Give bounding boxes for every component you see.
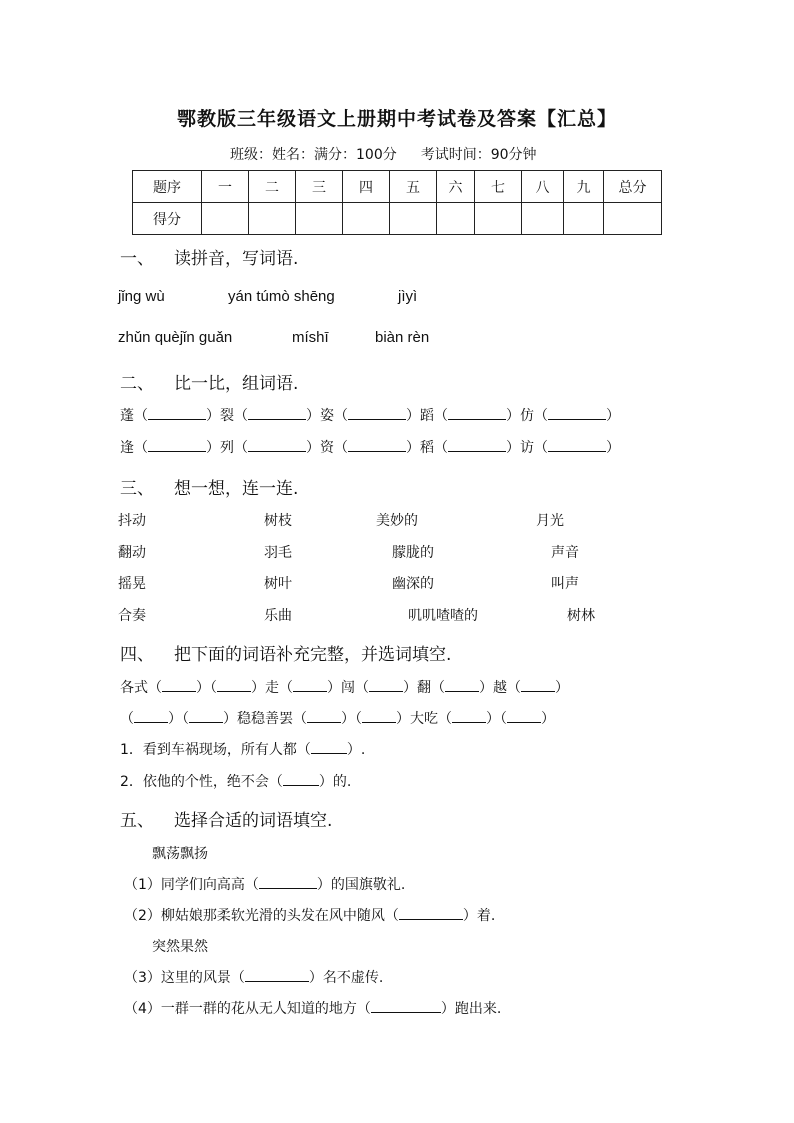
- paren: ）: [406, 440, 420, 456]
- paren: （: [534, 408, 548, 424]
- match-item[interactable]: 翻动: [118, 545, 146, 561]
- page-title: 鄂教版三年级语文上册期中考试卷及答案【汇总】: [176, 108, 617, 130]
- score-cell[interactable]: [390, 203, 437, 235]
- fill-question-3: [124, 967, 383, 987]
- blank[interactable]: [217, 678, 251, 692]
- score-table-header-cell: 二: [249, 171, 296, 203]
- paren: （: [355, 680, 369, 696]
- paren: （: [120, 711, 134, 727]
- paren: ）: [306, 408, 320, 424]
- match-item[interactable]: 合奏: [118, 608, 146, 624]
- blank[interactable]: [507, 709, 541, 723]
- paren: ）: [306, 440, 320, 456]
- score-table-header-cell: 七: [475, 171, 522, 203]
- blank[interactable]: [448, 438, 506, 452]
- idiom-part: 稳稳善罢: [237, 711, 293, 727]
- blank[interactable]: [148, 406, 206, 420]
- match-item[interactable]: 摇晃: [118, 576, 146, 592]
- match-item[interactable]: 树枝: [264, 513, 292, 529]
- blank[interactable]: [348, 406, 406, 420]
- question-text: （1）同学们向高高（: [124, 877, 259, 893]
- question-text: （4）一群一群的花从无人知道的地方（: [124, 1001, 371, 1017]
- compare-char: 姿: [320, 408, 334, 424]
- section-2-heading: [120, 369, 298, 394]
- blank[interactable]: [548, 406, 606, 420]
- paren: （: [431, 680, 445, 696]
- question-text: ）跑出来.: [440, 1001, 502, 1017]
- question-text: ）的国旗敬礼.: [316, 877, 406, 893]
- word-choice-group-1: 飘荡飘扬: [152, 846, 208, 862]
- idiom-line-2: [120, 708, 555, 728]
- paren: ）: [251, 680, 265, 696]
- section-number: 二、: [120, 374, 154, 394]
- blank[interactable]: [245, 968, 309, 982]
- compare-char: 蓬: [120, 408, 134, 424]
- paren: （: [134, 440, 148, 456]
- blank[interactable]: [259, 875, 317, 889]
- paren: （: [210, 680, 217, 696]
- match-item[interactable]: 美妙的: [376, 513, 418, 529]
- idiom-part: 翻: [417, 680, 431, 696]
- idiom-question-2: [120, 771, 351, 791]
- paren: ）: [168, 711, 182, 727]
- paren: ）: [506, 440, 520, 456]
- paren: （: [500, 711, 507, 727]
- score-table-header-cell: 五: [390, 171, 437, 203]
- score-table-header-cell: 八: [522, 171, 564, 203]
- blank[interactable]: [371, 999, 441, 1013]
- score-table-header-row: [133, 171, 662, 203]
- section-number: 四、: [120, 645, 154, 665]
- section-1-heading: [120, 244, 298, 269]
- score-table-header-cell: 四: [343, 171, 390, 203]
- question-text: （3）这里的风景（: [124, 970, 245, 986]
- match-item[interactable]: 羽毛: [264, 545, 292, 561]
- blank[interactable]: [369, 678, 403, 692]
- paren: （: [355, 711, 362, 727]
- blank[interactable]: [293, 678, 327, 692]
- section-4-heading: [120, 640, 451, 665]
- section-title: 把下面的词语补充完整，并选词填空.: [174, 645, 452, 665]
- score-table-header-cell: 六: [437, 171, 475, 203]
- paren: （: [434, 408, 448, 424]
- section-title: 比一比，组词语.: [174, 374, 299, 394]
- score-cell[interactable]: [249, 203, 296, 235]
- score-table: [132, 170, 662, 235]
- class-name-score-label: 班级：姓名：满分：100分: [230, 147, 397, 163]
- question-text: 2．依他的个性，绝不会（: [120, 774, 283, 790]
- compare-char: 逢: [120, 440, 134, 456]
- score-cell[interactable]: [202, 203, 249, 235]
- paren: （: [334, 408, 348, 424]
- exam-time-label: 考试时间：90分钟: [420, 147, 537, 163]
- blank[interactable]: [548, 438, 606, 452]
- compare-char: 资: [320, 440, 334, 456]
- paren: ）: [479, 680, 493, 696]
- blank[interactable]: [189, 709, 223, 723]
- paren: ）: [327, 680, 341, 696]
- blank[interactable]: [448, 406, 506, 420]
- blank[interactable]: [248, 438, 306, 452]
- section-3-heading: [120, 474, 298, 499]
- idiom-part: 越: [493, 680, 507, 696]
- paren: ）: [196, 680, 210, 696]
- blank[interactable]: [311, 740, 347, 754]
- paren: （: [279, 680, 293, 696]
- idiom-line-1: [120, 677, 569, 697]
- match-item[interactable]: 树林: [567, 608, 595, 624]
- question-text: ）着.: [462, 908, 496, 924]
- idiom-part: 闯: [341, 680, 355, 696]
- paren: （: [148, 680, 162, 696]
- blank[interactable]: [452, 709, 486, 723]
- compare-row-2: [120, 437, 620, 457]
- paren: ）: [223, 711, 237, 727]
- match-item[interactable]: 月光: [536, 513, 564, 529]
- match-item[interactable]: 朦胧的: [392, 545, 434, 561]
- score-table-header-cell: 总分: [604, 171, 662, 203]
- idiom-part: 大吃: [410, 711, 438, 727]
- paren: （: [134, 408, 148, 424]
- score-cell[interactable]: [437, 203, 475, 235]
- compare-char: 仿: [520, 408, 534, 424]
- pinyin-item: jìyì: [398, 288, 418, 305]
- match-item[interactable]: 抖动: [118, 513, 146, 529]
- section-title: 选择合适的词语填空.: [174, 811, 333, 831]
- match-item[interactable]: 幽深的: [392, 576, 434, 592]
- paren: ）: [406, 408, 420, 424]
- fill-question-4: [124, 998, 501, 1018]
- paren: （: [507, 680, 521, 696]
- fill-question-1: [124, 874, 405, 894]
- question-text: 1．看到车祸现场，所有人都（: [120, 742, 311, 758]
- pinyin-item: yán túmò shēng: [228, 288, 335, 305]
- score-table-score-row: [133, 203, 662, 235]
- question-text: ）.: [346, 742, 366, 758]
- score-cell[interactable]: [296, 203, 343, 235]
- section-number: 一、: [120, 249, 154, 269]
- paren: ）: [396, 711, 410, 727]
- match-item[interactable]: 声音: [551, 545, 579, 561]
- question-text: ）名不虚传.: [308, 970, 384, 986]
- blank[interactable]: [445, 678, 479, 692]
- blank[interactable]: [399, 906, 463, 920]
- score-table-header-cell: 一: [202, 171, 249, 203]
- paren: ）: [606, 408, 620, 424]
- idiom-question-1: [120, 739, 365, 759]
- score-cell[interactable]: [564, 203, 604, 235]
- paren: （: [534, 440, 548, 456]
- paren: ）: [206, 408, 220, 424]
- blank[interactable]: [307, 709, 341, 723]
- blank[interactable]: [162, 678, 196, 692]
- score-table-header-cell: 题序: [133, 171, 202, 203]
- section-5-heading: [120, 806, 332, 831]
- blank[interactable]: [521, 678, 555, 692]
- fill-question-2: [124, 905, 495, 925]
- section-title: 读拼音，写词语.: [174, 249, 299, 269]
- compare-row-1: [120, 405, 620, 425]
- pinyin-item: zhǔn quèjǐn guǎn: [118, 329, 233, 346]
- paren: （: [234, 440, 248, 456]
- pinyin-item: jǐng wù: [118, 288, 165, 305]
- paren: ）: [541, 711, 555, 727]
- score-table-header-cell: 三: [296, 171, 343, 203]
- paren: ）: [486, 711, 500, 727]
- section-number: 三、: [120, 479, 154, 499]
- blank[interactable]: [348, 438, 406, 452]
- paren: ）: [341, 711, 355, 727]
- score-cell[interactable]: [343, 203, 390, 235]
- paren: ）: [206, 440, 220, 456]
- compare-char: 列: [220, 440, 234, 456]
- blank[interactable]: [283, 772, 319, 786]
- compare-char: 裂: [220, 408, 234, 424]
- score-cell[interactable]: [522, 203, 564, 235]
- paren: （: [234, 408, 248, 424]
- blank[interactable]: [248, 406, 306, 420]
- idiom-part: 各式: [120, 680, 148, 696]
- blank[interactable]: [362, 709, 396, 723]
- paren: ）: [403, 680, 417, 696]
- match-item[interactable]: 树叶: [264, 576, 292, 592]
- compare-char: 访: [520, 440, 534, 456]
- paren: ）: [506, 408, 520, 424]
- word-choice-group-2: 突然果然: [152, 939, 208, 955]
- section-title: 想一想，连一连.: [174, 479, 299, 499]
- pinyin-item: biàn rèn: [375, 329, 430, 346]
- section-number: 五、: [120, 811, 154, 831]
- question-text: ）的.: [318, 774, 352, 790]
- paren: ）: [555, 680, 569, 696]
- score-row-label: 得分: [133, 203, 202, 235]
- paren: （: [438, 711, 452, 727]
- compare-char: 蹈: [420, 408, 434, 424]
- score-cell[interactable]: [604, 203, 662, 235]
- compare-char: 稻: [420, 440, 434, 456]
- paren: （: [334, 440, 348, 456]
- match-item[interactable]: 叫声: [551, 576, 579, 592]
- pinyin-item: míshī: [292, 329, 329, 346]
- paren: （: [293, 711, 307, 727]
- paren: （: [434, 440, 448, 456]
- match-item[interactable]: 叽叽喳喳的: [408, 608, 478, 624]
- score-cell[interactable]: [475, 203, 522, 235]
- paren: ）: [606, 440, 620, 456]
- idiom-part: 走: [265, 680, 279, 696]
- blank[interactable]: [134, 709, 168, 723]
- score-table-header-cell: 九: [564, 171, 604, 203]
- blank[interactable]: [148, 438, 206, 452]
- paren: （: [182, 711, 189, 727]
- exam-info-line: [230, 144, 539, 164]
- match-item[interactable]: 乐曲: [264, 608, 292, 624]
- question-text: （2）柳姑娘那柔软光滑的头发在风中随风（: [124, 908, 399, 924]
